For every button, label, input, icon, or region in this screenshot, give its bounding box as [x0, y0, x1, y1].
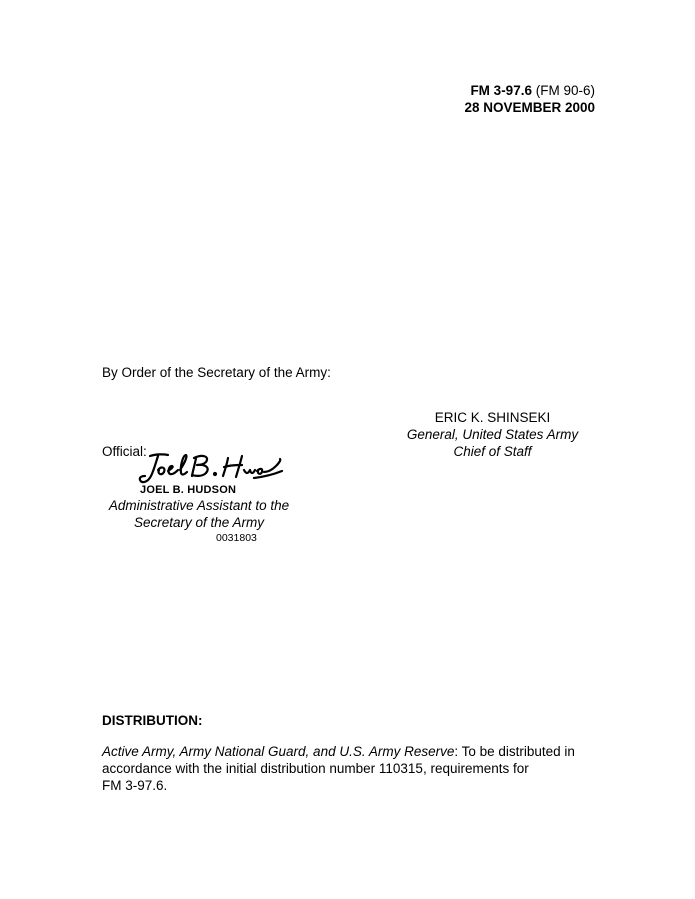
publication-date: 28 NOVEMBER 2000: [464, 100, 595, 115]
fm-supersedes: (FM 90-6): [535, 83, 595, 98]
signer-title-block: [104, 497, 294, 531]
fm-number: FM 3-97.6: [470, 83, 532, 98]
fm-number-line: [464, 82, 595, 99]
handwritten-signature: [136, 452, 286, 486]
document-header: [464, 82, 595, 116]
distribution-text: [102, 743, 592, 794]
distribution-line1: : To be distributed in: [454, 744, 575, 759]
signer-title-line2: Secretary of the Army: [133, 515, 265, 530]
chief-of-staff-rank: General, United States Army: [406, 427, 579, 442]
order-line: By Order of the Secretary of the Army:: [102, 365, 331, 380]
chief-of-staff-block: [400, 409, 585, 460]
distribution-components: Active Army, Army National Guard, and U.S. Army Reserve: [102, 744, 455, 759]
chief-of-staff-title: Chief of Staff: [453, 444, 532, 459]
chief-of-staff-name: ERIC K. SHINSEKI: [434, 410, 551, 425]
official-label: Official:: [102, 444, 147, 459]
distribution-line3: FM 3-97.6.: [102, 778, 168, 793]
distribution-title: DISTRIBUTION:: [102, 713, 203, 728]
document-number: 0031803: [216, 532, 257, 544]
signer-title-line1: Administrative Assistant to the: [108, 498, 290, 513]
distribution-line2: accordance with the initial distribution number 110315, requirements for: [102, 761, 529, 776]
signer-name: JOEL B. HUDSON: [140, 484, 237, 496]
